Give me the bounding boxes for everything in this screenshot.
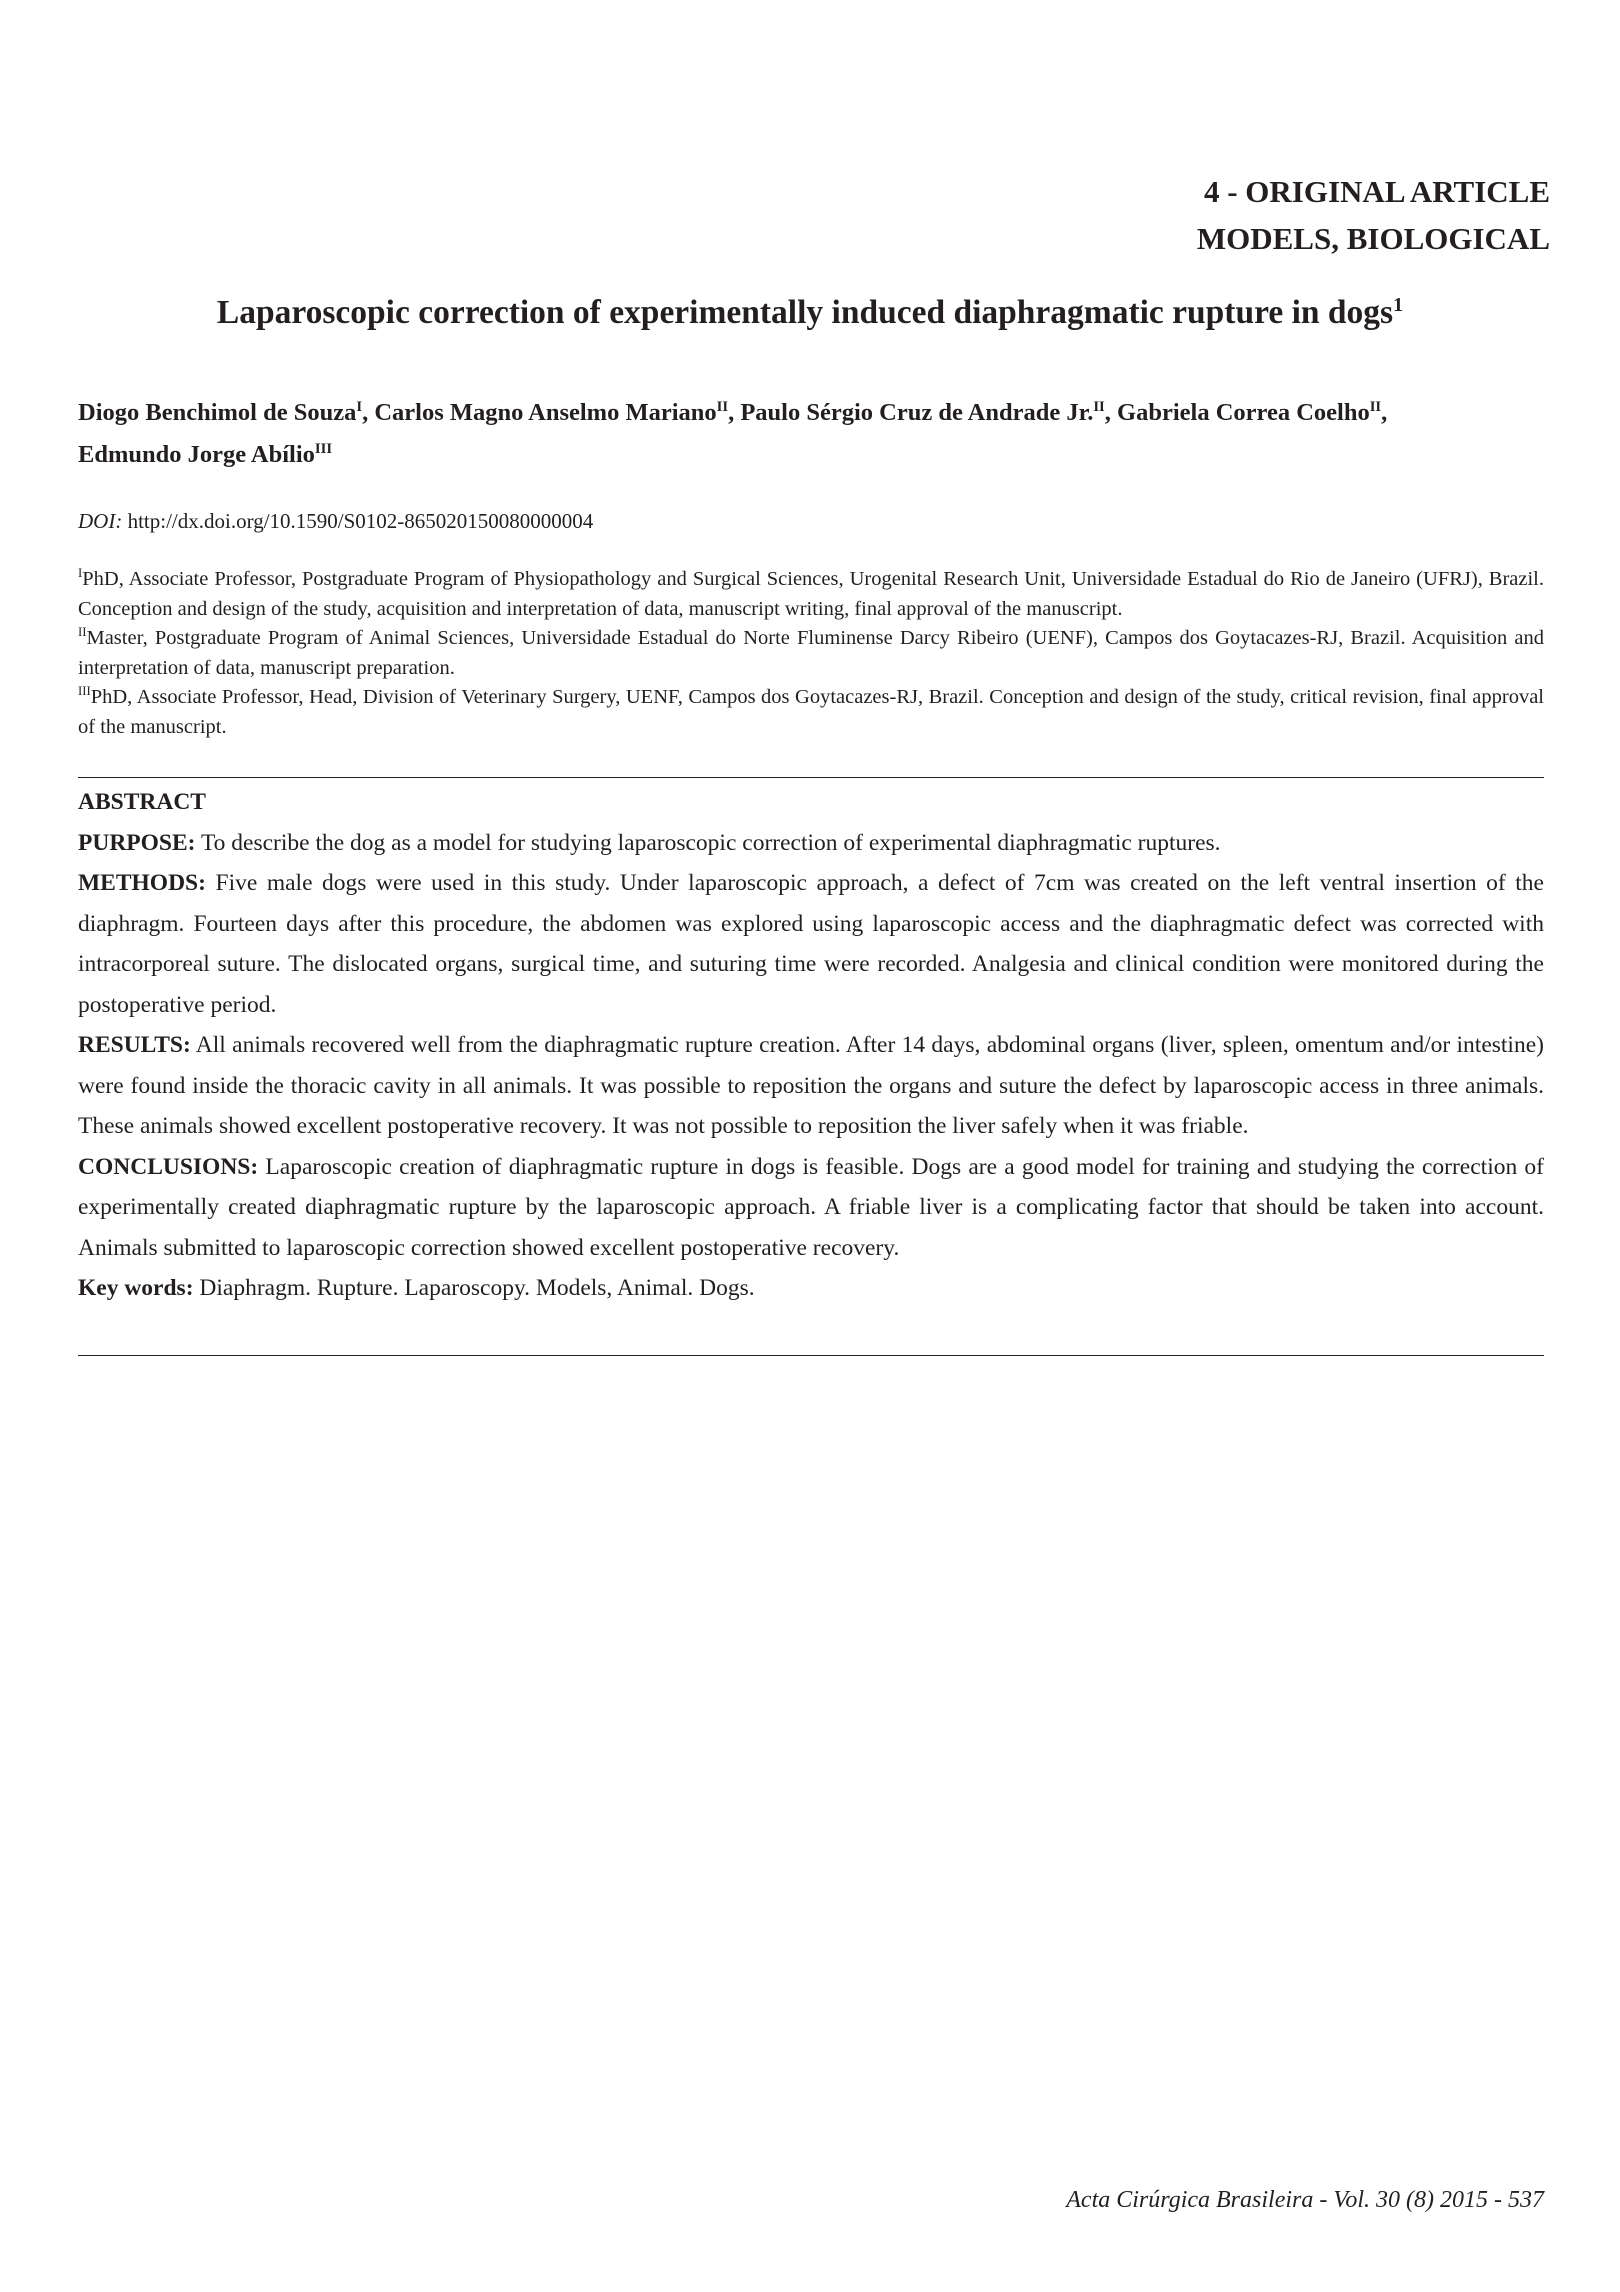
section-label: 4 - ORIGINAL ARTICLE — [1203, 174, 1550, 209]
affiliation-item — [78, 565, 1544, 624]
article-title — [78, 292, 1542, 334]
conclusions-text: Laparoscopic creation of diaphragmatic rupture in dogs is feasible. Dogs are a good model for training and studying the correction of experimentally created diaphragmatic rupture by the laparoscopic approach. A friable liver is a complicating factor that should be taken into account. Animals submitted to laparoscopic correction showed excellent postoperative recovery. — [78, 1153, 1544, 1261]
journal-footer: Acta Cirúrgica Brasileira - Vol. 30 (8) 2015 - 537 — [1066, 2187, 1544, 2213]
doi-label: DOI: — [78, 509, 123, 533]
keywords-label: Key words: — [78, 1275, 194, 1301]
author-name: Paulo Sérgio Cruz de Andrade Jr. — [740, 399, 1094, 426]
author-name: Edmundo Jorge Abílio — [78, 441, 315, 468]
abstract-conclusions — [78, 1147, 1544, 1269]
author-name: Carlos Magno Anselmo Mariano — [374, 399, 717, 426]
affiliation-mark: I — [78, 566, 83, 581]
abstract-bottom-divider — [78, 1355, 1544, 1356]
methods-label: METHODS: — [78, 870, 206, 896]
doi-line — [78, 506, 1544, 536]
abstract-methods — [78, 863, 1544, 1025]
title-footnote-mark: 1 — [1393, 293, 1404, 316]
subsection-label: MODELS, BIOLOGICAL — [1196, 221, 1550, 256]
author-affiliation-mark: I — [356, 398, 363, 415]
affiliation-mark: II — [78, 625, 87, 640]
methods-text: Five male dogs were used in this study. Under laparoscopic approach, a defect of 7cm was created on the left ventral insertion of the diaphragm. Fourteen days after this procedure, the abdomen was explored using laparoscopic access and the diaphragmatic defect was corrected with intracorporeal suture. The dislocated organs, surgical time, and suturing time were recorded. Analgesia and clinical condition were monitored during the postoperative period. — [78, 870, 1544, 1018]
purpose-label: PURPOSE: — [78, 829, 196, 856]
author-separator: , — [728, 399, 741, 426]
affiliation-mark: III — [78, 684, 91, 699]
affiliation-item — [78, 624, 1544, 683]
results-text: All animals recovered well from the diaphragmatic rupture creation. After 14 days, abdominal organs (liver, spleen, omentum and/or intestine) were found inside the thoracic cavity in all animals. It was possible to reposition the organs and suture the defect by laparoscopic access in three animals. These animals showed excellent postoperative recovery. It was not possible to reposition the liver safely when it was friable. — [78, 1032, 1544, 1139]
author-affiliation-mark: II — [1093, 398, 1105, 415]
doi-link[interactable]: http://dx.doi.org/10.1590/S0102-865020150080000004 — [127, 509, 594, 533]
affiliation-text: Master, Postgraduate Program of Animal Sciences, Universidade Estadual do Norte Fluminense Darcy Ribeiro (UENF), Campos dos Goytacazes-RJ, Brazil. Acquisition and interpretation of data, manuscript preparation. — [78, 627, 1544, 679]
author-name: Gabriela Correa Coelho — [1117, 399, 1370, 426]
author-affiliation-mark: II — [1369, 398, 1382, 415]
author-separator: , — [362, 399, 375, 426]
article-title-text: Laparoscopic correction of experimentally induced diaphragmatic rupture in dogs — [216, 294, 1394, 331]
purpose-text: To describe the dog as a model for studying laparoscopic correction of experimental diaphragmatic ruptures. — [200, 829, 1221, 856]
author-separator: , — [1381, 399, 1388, 426]
affiliations-block — [78, 565, 1544, 742]
section-header — [550, 168, 1550, 262]
affiliation-item — [78, 683, 1544, 742]
keywords-text: Diaphragm. Rupture. Laparoscopy. Models, Animal. Dogs. — [199, 1275, 755, 1301]
author-list — [78, 392, 1544, 476]
results-label: RESULTS: — [78, 1032, 191, 1058]
conclusions-label: CONCLUSIONS: — [78, 1153, 259, 1180]
abstract-keywords — [78, 1268, 1544, 1309]
abstract-block — [78, 782, 1544, 1309]
author-affiliation-mark: III — [314, 440, 333, 457]
abstract-results — [78, 1025, 1544, 1147]
author-affiliation-mark: II — [716, 398, 729, 415]
affiliation-text: PhD, Associate Professor, Head, Division of Veterinary Surgery, UENF, Campos dos Goytacazes-RJ, Brazil. Conception and design of the study, critical revision, final approval of the manuscript. — [78, 686, 1544, 738]
abstract-purpose — [78, 823, 1544, 864]
affiliation-text: PhD, Associate Professor, Postgraduate Program of Physiopathology and Surgical Sciences, Urogenital Research Unit, Universidade Estadual do Rio de Janeiro (UFRJ), Brazil. Conception and design of the study, acquisition and interpretation of data, manuscript writing, final approval of the manuscript. — [78, 568, 1544, 620]
abstract-heading: ABSTRACT — [78, 789, 206, 815]
author-separator: , — [1104, 399, 1118, 426]
author-name: Diogo Benchimol de Souza — [78, 399, 357, 426]
abstract-top-divider — [78, 777, 1544, 778]
